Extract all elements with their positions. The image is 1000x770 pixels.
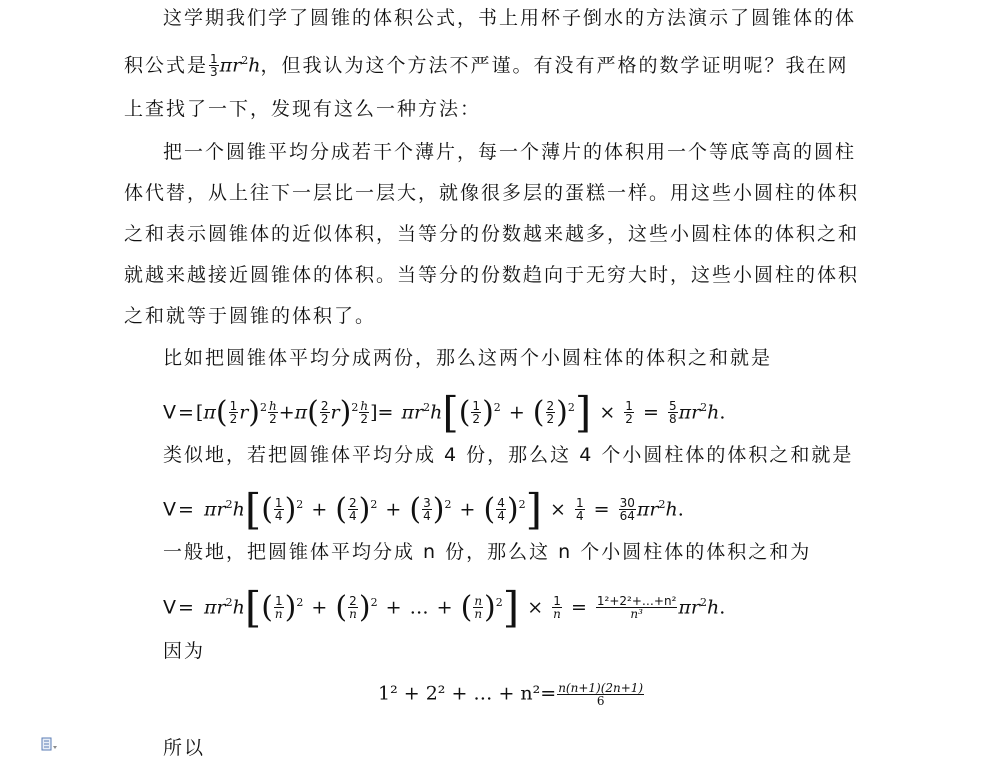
paragraph-line: 上查找了一下，发现有这么一种方法： (124, 98, 482, 120)
paragraph-line: 之和表示圆锥体的近似体积，当等分的份数越来越多，这些小圆柱体的体积之和 (124, 223, 860, 245)
paragraph-line: 比如把圆锥体平均分成两份，那么这两个小圆柱体的体积之和就是 (163, 347, 773, 369)
formula-four-parts: $V= \pi r^2h$[( $\frac{1}{4}$ )$^2$ + ( $\frac{2}{4}$ )$^2$ + ( $\frac{3}{4}$ )$^2$ + ( $\frac{4}{4}$ )$^2$] × $\frac{1}{4}$ = $\frac{30}{64}$ $\pi r^2h$. (163, 484, 684, 534)
paragraph-line: 把一个圆锥平均分成若干个薄片，每一个薄片的体积用一个等底等高的圆柱 (163, 141, 857, 163)
paragraph-line: 一般地，把圆锥体平均分成 n 份，那么这 n 个小圆柱体的体积之和为 (163, 541, 812, 563)
paragraph-line: 积公式是 $\frac{1}{3}$ $\pi r^2h$，但我认为这个方法不严谨。有没有严格的数学证明呢？我在网 (124, 52, 849, 80)
text: 积公式是 (124, 54, 209, 77)
formula-two-parts: V=[π( $\frac{1}{2}$ r)$^2$ $\frac{h}{2}$ +π( $\frac{2}{2}$ r)$^2$ $\frac{h}{2}$ ]= $\pi r^2h$[( $\frac{1}{2}$ )$^2$ + ( $\frac{2}{2}$ )$^2$] × $\frac{1}{2}$ = $\frac{5}{8}$ $\pi r^2h$. (163, 387, 726, 437)
paragraph-line: 之和就等于圆锥的体积了。 (124, 305, 377, 327)
paragraph-line: 就越来越接近圆锥体的体积。当等分的份数趋向于无穷大时，这些小圆柱的体积 (124, 264, 860, 286)
text: ，但我认为这个方法不严谨。有没有严格的数学证明呢？我在网 (260, 54, 849, 77)
document-icon[interactable] (40, 737, 58, 753)
fraction: $\frac{1}{3}$ (210, 52, 218, 80)
paragraph-line: 因为 (163, 640, 206, 662)
formula-sum-of-squares: 1² + 2² + … + n²= $\frac{n(n+1)(2n+1)}{6}$ (378, 681, 644, 708)
formula-n-parts: $V= \pi r^2h$[( $\frac{1}{n}$ )$^2$ + ( $\frac{2}{n}$ )$^2$ + … + ( $\frac{n}{n}$ )$^2$] × $\frac{1}{n}$ = $\frac{\text{1²+2²+…+n²}}{\text{n³}}$ $\pi r^2h$. (163, 582, 726, 632)
paragraph-line: 类似地，若把圆锥体平均分成 4 份，那么这 4 个小圆柱体的体积之和就是 (163, 444, 854, 466)
paragraph-line: 所以 (163, 737, 206, 759)
paragraph-line: 体代替，从上往下一层比一层大，就像很多层的蛋糕一样。用这些小圆柱的体积 (124, 182, 860, 204)
paragraph-line: 这学期我们学了圆锥的体积公式，书上用杯子倒水的方法演示了圆锥体的体 (163, 7, 857, 29)
